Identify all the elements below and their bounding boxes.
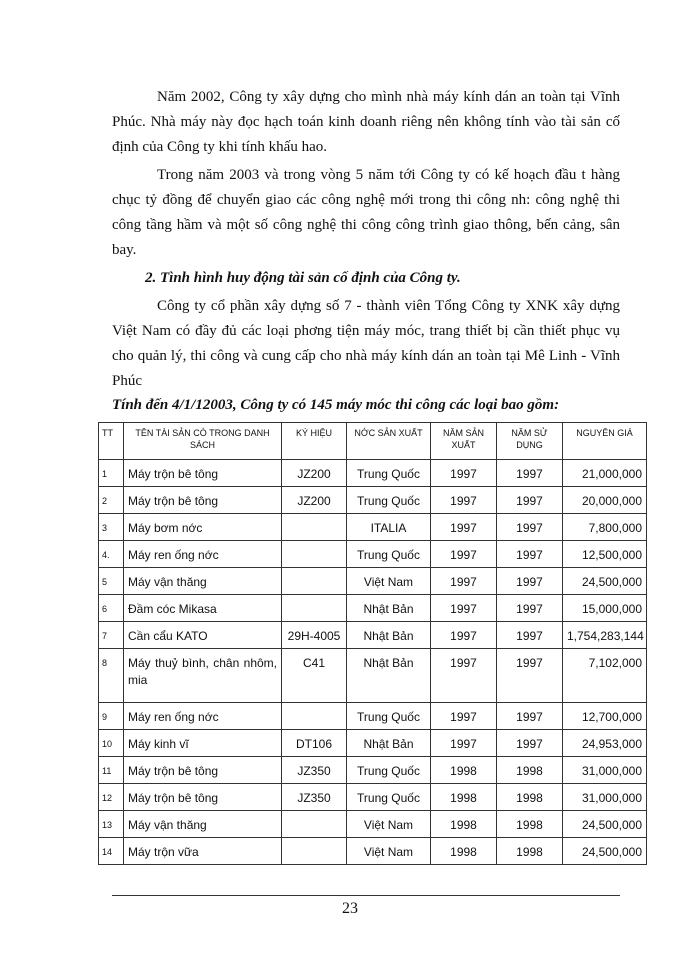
table-row: [99, 838, 647, 865]
cell-year-made: 1998: [431, 811, 497, 838]
cell-name: Máy vận thăng: [124, 811, 282, 838]
header-name: TÊN TÀI SẢN CÓ TRONG DANH SÁCH: [124, 423, 282, 460]
cell-origin: Nhật Bản: [347, 595, 431, 622]
fixed-assets-table: [98, 422, 647, 865]
cell-year-made: 1997: [431, 487, 497, 514]
cell-origin: Nhật Bản: [347, 730, 431, 757]
cell-price: 31,000,000: [563, 757, 647, 784]
header-origin: NỚC SẢN XUẤT: [347, 423, 431, 460]
table-row: [99, 568, 647, 595]
cell-year-made: 1997: [431, 703, 497, 730]
cell-year-made: 1997: [431, 460, 497, 487]
table-row: [99, 649, 647, 703]
cell-price: 15,000,000: [563, 595, 647, 622]
cell-tt: 12: [99, 784, 124, 811]
cell-name: Máy ren ống nớc: [124, 541, 282, 568]
cell-year-made: 1997: [431, 730, 497, 757]
header-year-made: NĂM SẢN XUẤT: [431, 423, 497, 460]
cell-code: [282, 595, 347, 622]
table-row: [99, 703, 647, 730]
cell-year-made: 1997: [431, 541, 497, 568]
cell-name: Máy bơm nớc: [124, 514, 282, 541]
paragraph-company-equipment: [112, 294, 620, 394]
cell-name: Máy trộn vữa: [124, 838, 282, 865]
cell-year-used: 1997: [497, 541, 563, 568]
table-header-row: [99, 423, 647, 460]
cell-origin: Việt Nam: [347, 568, 431, 595]
cell-code: [282, 541, 347, 568]
cell-tt: 8: [99, 649, 124, 703]
cell-year-made: 1998: [431, 838, 497, 865]
cell-name: Máy trộn bê tông: [124, 757, 282, 784]
footer-divider: [112, 895, 620, 896]
cell-price: 12,700,000: [563, 703, 647, 730]
table-row: [99, 514, 647, 541]
cell-name: Máy trộn bê tông: [124, 784, 282, 811]
cell-code: C41: [282, 649, 347, 703]
cell-name: Máy trộn bê tông: [124, 460, 282, 487]
table-row: [99, 622, 647, 649]
cell-name: Cần cẩu KATO: [124, 622, 282, 649]
cell-code: DT106: [282, 730, 347, 757]
cell-year-made: 1997: [431, 622, 497, 649]
table-row: [99, 595, 647, 622]
cell-code: [282, 703, 347, 730]
cell-year-made: 1998: [431, 757, 497, 784]
cell-origin: Trung Quốc: [347, 541, 431, 568]
cell-name: Máy trộn bê tông: [124, 487, 282, 514]
cell-code: JZ350: [282, 784, 347, 811]
cell-origin: Trung Quốc: [347, 487, 431, 514]
cell-price: 12,500,000: [563, 541, 647, 568]
cell-origin: Nhật Bản: [347, 622, 431, 649]
cell-price: 7,102,000: [563, 649, 647, 703]
cell-code: JZ200: [282, 487, 347, 514]
cell-name: Máy ren ống nớc: [124, 703, 282, 730]
cell-origin: Trung Quốc: [347, 784, 431, 811]
cell-tt: 2: [99, 487, 124, 514]
cell-origin: Trung Quốc: [347, 757, 431, 784]
cell-code: [282, 838, 347, 865]
cell-year-used: 1997: [497, 460, 563, 487]
header-tt: TT: [99, 423, 124, 460]
cell-origin: Việt Nam: [347, 811, 431, 838]
cell-price: 7,800,000: [563, 514, 647, 541]
cell-tt: 11: [99, 757, 124, 784]
cell-code: [282, 514, 347, 541]
table-row: [99, 784, 647, 811]
cell-tt: 5: [99, 568, 124, 595]
header-code: KÝ HIỆU: [282, 423, 347, 460]
cell-origin: ITALIA: [347, 514, 431, 541]
cell-year-used: 1997: [497, 595, 563, 622]
cell-tt: 13: [99, 811, 124, 838]
cell-origin: Trung Quốc: [347, 460, 431, 487]
cell-price: 1,754,283,144: [563, 622, 647, 649]
cell-name: Máy vận thăng: [124, 568, 282, 595]
cell-year-used: 1997: [497, 514, 563, 541]
cell-tt: 6: [99, 595, 124, 622]
cell-tt: 4.: [99, 541, 124, 568]
cell-price: 20,000,000: [563, 487, 647, 514]
cell-code: JZ200: [282, 460, 347, 487]
cell-origin: Trung Quốc: [347, 703, 431, 730]
cell-year-used: 1997: [497, 649, 563, 703]
page-number: 23: [342, 900, 358, 917]
cell-year-used: 1997: [497, 730, 563, 757]
header-price: NGUYÊN GIÁ: [563, 423, 647, 460]
cell-year-used: 1998: [497, 811, 563, 838]
header-year-used: NĂM SỬ DỤNG: [497, 423, 563, 460]
table-row: [99, 487, 647, 514]
cell-tt: 1: [99, 460, 124, 487]
paragraph-investment-plan: [112, 163, 620, 263]
cell-year-used: 1997: [497, 568, 563, 595]
table-row: [99, 730, 647, 757]
cell-year-made: 1997: [431, 568, 497, 595]
cell-code: 29H-4005: [282, 622, 347, 649]
cell-tt: 10: [99, 730, 124, 757]
cell-code: JZ350: [282, 757, 347, 784]
table-row: [99, 757, 647, 784]
cell-code: [282, 568, 347, 595]
cell-price: 24,500,000: [563, 811, 647, 838]
cell-price: 24,500,000: [563, 838, 647, 865]
cell-name: Đầm cóc Mikasa: [124, 595, 282, 622]
cell-tt: 7: [99, 622, 124, 649]
cell-year-made: 1997: [431, 514, 497, 541]
section-heading: 2. Tình hình huy động tài sản cố định của Công ty.: [145, 270, 461, 286]
cell-code: [282, 811, 347, 838]
cell-price: 21,000,000: [563, 460, 647, 487]
cell-year-made: 1997: [431, 595, 497, 622]
table-caption: Tính đến 4/1/12003, Công ty có 145 máy móc thi công các loại bao gồm:: [112, 397, 560, 413]
cell-price: 31,000,000: [563, 784, 647, 811]
cell-year-used: 1998: [497, 838, 563, 865]
cell-tt: 9: [99, 703, 124, 730]
cell-name: Máy kinh vĩ: [124, 730, 282, 757]
paragraph-factory: [112, 85, 620, 160]
table-row: [99, 541, 647, 568]
paragraph-factory-text: Năm 2002, Công ty xây dựng cho mình nhà máy kính dán an toàn tại Vĩnh Phúc. Nhà máy này đọc hạch toán kinh doanh riêng nên không tính vào tài sản cố định của Công ty khi tính khấu hao.: [112, 89, 620, 155]
cell-price: 24,953,000: [563, 730, 647, 757]
cell-year-used: 1997: [497, 622, 563, 649]
table-row: [99, 460, 647, 487]
cell-origin: Nhật Bản: [347, 649, 431, 703]
cell-price: 24,500,000: [563, 568, 647, 595]
cell-origin: Việt Nam: [347, 838, 431, 865]
cell-year-used: 1998: [497, 757, 563, 784]
table-row: [99, 811, 647, 838]
cell-year-used: 1997: [497, 487, 563, 514]
cell-tt: 14: [99, 838, 124, 865]
cell-year-used: 1998: [497, 784, 563, 811]
cell-name: Máy thuỷ bình, chân nhôm, mia: [124, 649, 282, 703]
paragraph-company-equipment-text: Công ty cổ phần xây dựng số 7 - thành viên Tổng Công ty XNK xây dựng Việt Nam có đầy đủ các loại phơng tiện máy móc, trang thiết bị cần thiết phục vụ cho quản lý, thi công và cung cấp cho nhà máy kính dán an toàn tại Mê Linh - Vĩnh Phúc: [112, 298, 620, 389]
paragraph-investment-plan-text: Trong năm 2003 và trong vòng 5 năm tới Công ty có kế hoạch đầu t hàng chục tỷ đồng để chuyển giao các công nghệ mới trong thi công nh: công nghệ thi công tầng hầm và một số công nghệ thi công công trình giao thông, bến cảng, sân bay.: [112, 167, 620, 258]
cell-year-made: 1997: [431, 649, 497, 703]
cell-tt: 3: [99, 514, 124, 541]
cell-year-used: 1997: [497, 703, 563, 730]
cell-year-made: 1998: [431, 784, 497, 811]
